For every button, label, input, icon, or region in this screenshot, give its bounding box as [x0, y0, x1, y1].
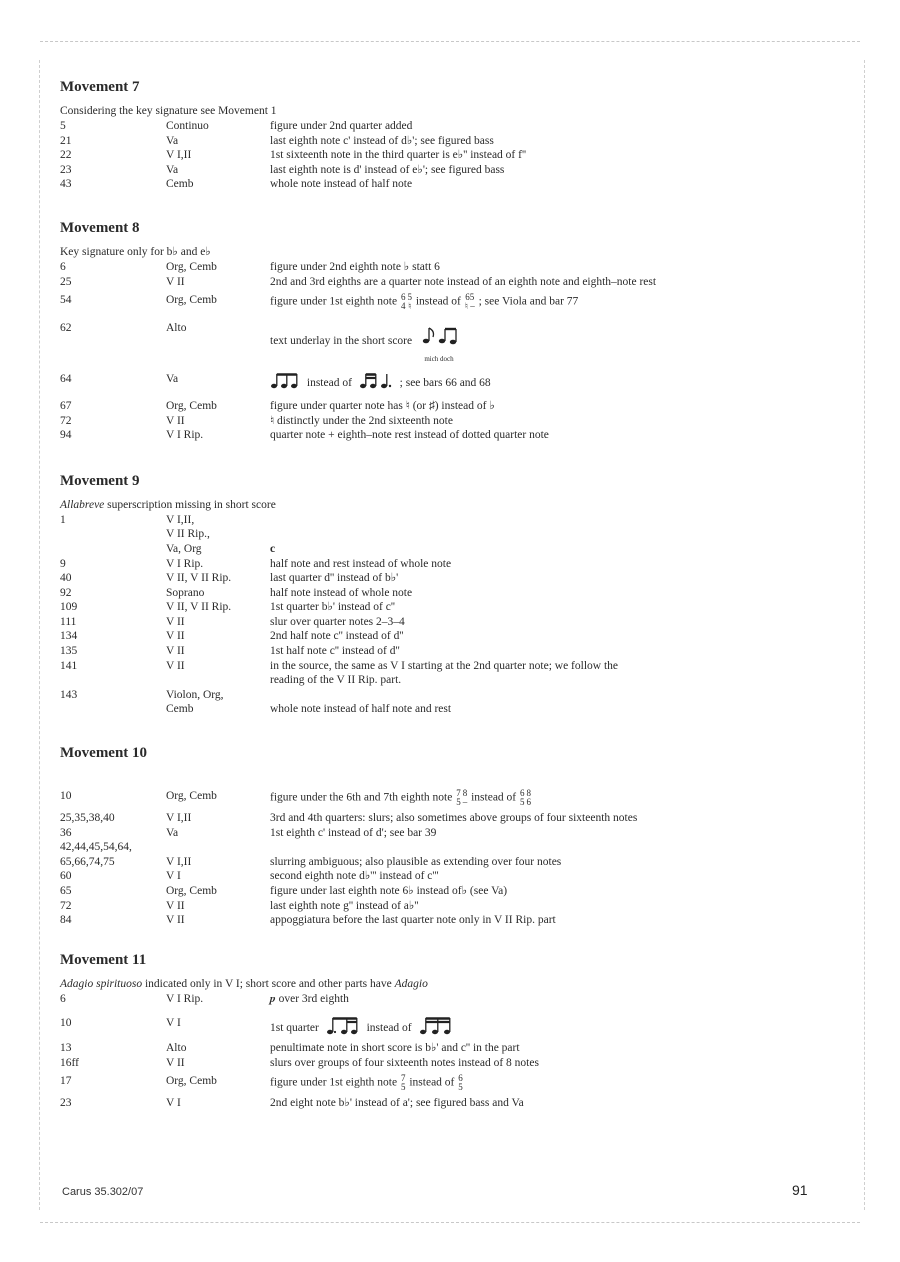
report-row	[60, 1056, 840, 1071]
bar-number: 40	[60, 572, 72, 585]
bar-number: 42,44,45,54,64,	[60, 841, 132, 854]
report-row	[60, 659, 840, 688]
remark: quarter note + eighth–note rest instead of dotted quarter note	[270, 429, 549, 442]
bar-number: 64	[60, 373, 72, 386]
remark	[270, 293, 840, 311]
remark	[270, 372, 840, 395]
bar-number: 62	[60, 322, 72, 335]
figure-top: 8	[462, 788, 468, 799]
figure-bottom: 5	[456, 797, 461, 808]
bar-number: 109	[60, 601, 78, 614]
part-line: Violon, Org,	[166, 688, 224, 701]
remark: 1st eighth c' instead of d'; see bar 39	[270, 826, 437, 839]
tempo-marking: Adagio	[394, 977, 428, 990]
part-name: Cemb	[166, 178, 194, 191]
movement-9	[60, 470, 840, 717]
remark: last quarter d'' instead of b♭'	[270, 572, 399, 585]
report-row	[60, 899, 840, 914]
figure-bottom: ♮	[408, 301, 412, 312]
bar-number: 10	[60, 1017, 72, 1030]
report-row	[60, 177, 840, 192]
remark-text: instead of	[366, 1022, 412, 1035]
part-name: V I,II	[166, 855, 192, 868]
figure-bottom: 4	[400, 301, 406, 312]
part-name: V I	[166, 870, 181, 883]
eighth-notes-icon	[419, 325, 459, 347]
remark: 1st sixteenth note in the third quarter is e♭'' instead of f''	[270, 149, 527, 162]
bar-number: 13	[60, 1041, 72, 1054]
remark: penultimate note in short score is b♭' and c'' in the part	[270, 1041, 520, 1054]
top-rule	[40, 41, 860, 42]
part-name: V II	[166, 899, 185, 912]
movement-title: Movement 7	[60, 79, 140, 95]
remark-text: text underlay in the short score	[270, 335, 413, 348]
part-line: V I,II,	[166, 513, 195, 526]
report-row	[60, 557, 840, 572]
report-row	[60, 428, 840, 443]
bar-number: 10	[60, 790, 72, 803]
remark-text: instead of	[415, 295, 461, 308]
remark-text: instead of	[306, 377, 352, 390]
part-name: V II	[166, 414, 185, 427]
figure-symbol	[401, 293, 406, 311]
report-row	[60, 134, 840, 149]
report-row	[60, 571, 840, 586]
part-name: V I Rip.	[166, 992, 204, 1005]
remark	[270, 789, 840, 807]
figure-symbol	[458, 1074, 463, 1092]
remark	[270, 688, 840, 717]
bar-number: 43	[60, 178, 72, 191]
remark: last eighth note c' instead of d♭'; see figured bass	[270, 134, 494, 147]
bar-number: 16ff	[60, 1056, 79, 1069]
critical-report	[60, 76, 840, 1111]
bar-number: 92	[60, 586, 72, 599]
report-row	[60, 586, 840, 601]
report-row	[60, 275, 840, 290]
figure-bottom: ♮ –	[464, 301, 475, 312]
part-name: V I	[166, 1097, 181, 1110]
part-name: V II	[166, 659, 185, 672]
report-row	[60, 163, 840, 178]
figure-top: 7	[400, 1073, 406, 1084]
part-name: V II	[166, 645, 185, 658]
part-line: Cemb	[166, 703, 194, 716]
report-row	[60, 840, 840, 855]
report-row	[60, 811, 840, 826]
remark: figure under last eighth note 6♭ instead of♭ (see Va)	[270, 885, 508, 897]
remark-text: figure under 1st eighth note	[270, 1076, 398, 1089]
remark: second eighth note d♭''' instead of c'''	[270, 870, 439, 883]
part-name: Continuo	[166, 120, 209, 132]
figure-bottom: 5	[520, 797, 525, 808]
movement-title: Movement 9	[60, 472, 140, 489]
music-notation-snippet	[419, 325, 459, 366]
part-name: V II	[166, 630, 185, 643]
bar-number: 23	[60, 163, 72, 176]
figure-bottom: 6	[526, 797, 532, 808]
bar-number: 6	[60, 992, 66, 1005]
bar-number: 5	[60, 120, 66, 132]
remark-text: instead of	[471, 791, 517, 804]
part-name	[166, 688, 270, 717]
report-row	[60, 644, 840, 659]
remark-text: 1st quarter	[270, 1022, 319, 1035]
bottom-rule	[40, 1222, 860, 1223]
report-row	[60, 368, 840, 399]
note-text: superscription missing in short score	[104, 498, 276, 511]
part-name: V I,II	[166, 149, 192, 162]
bar-number: 72	[60, 414, 72, 427]
movement-title: Movement 11	[60, 951, 147, 968]
bar-number: 84	[60, 914, 72, 927]
bar-number: 25,35,38,40	[60, 812, 115, 825]
part-name: Org, Cemb	[166, 790, 217, 803]
report-row	[60, 148, 840, 163]
report-row	[60, 1006, 840, 1041]
report-row	[60, 399, 840, 414]
part-name: V II	[166, 914, 185, 927]
remark: appoggiatura before the last quarter note only in V II Rip. part	[270, 914, 556, 927]
remark: last eighth note is d' instead of e♭'; see figured bass	[270, 163, 505, 176]
remark	[270, 513, 840, 557]
figure-top: 6	[520, 788, 525, 799]
movement-note: Key signature only for b♭ and e♭	[60, 245, 211, 258]
figure-bottom: 5	[458, 1082, 463, 1093]
music-notation-snippet	[419, 1016, 453, 1041]
part-line: V II Rip.,	[166, 528, 210, 541]
remark: ♮ distinctly under the 2nd sixteenth note	[270, 414, 453, 427]
report-row	[60, 260, 840, 275]
report-row	[60, 289, 840, 315]
figure-symbol	[401, 1074, 406, 1092]
part-name: Org, Cemb	[166, 1075, 217, 1088]
tempo-marking: Allabreve	[60, 498, 105, 511]
figure-bottom: –	[462, 797, 468, 808]
remark: 3rd and 4th quarters: slurs; also sometimes above groups of four sixteenth notes	[270, 812, 638, 825]
report-row	[60, 629, 840, 644]
figure-symbol	[465, 293, 475, 311]
part-line: Va, Org	[166, 542, 202, 555]
left-rule	[39, 60, 40, 1210]
report-row	[60, 119, 840, 134]
catalog-number: Carus 35.302/07	[62, 1186, 144, 1198]
movement-8	[60, 217, 840, 443]
bar-number: 60	[60, 870, 72, 883]
report-row	[60, 315, 840, 368]
report-rows	[60, 787, 840, 928]
remark	[270, 840, 840, 855]
remark-line: in the source, the same as V I starting at the 2nd quarter note; we follow the	[270, 659, 618, 672]
remark: last eighth note g'' instead of a♭''	[270, 899, 419, 912]
music-notation-snippet	[270, 372, 300, 395]
report-row	[60, 1096, 840, 1111]
remark: 2nd eight note b♭' instead of a'; see figured bass and Va	[270, 1097, 524, 1110]
part-name: V II, V II Rip.	[166, 601, 232, 614]
remark-text: figure under 1st eighth note	[270, 295, 398, 308]
movement-note: Considering the key signature see Movement 1	[60, 105, 277, 117]
remark	[270, 659, 840, 688]
movement-title: Movement 10	[60, 745, 148, 762]
figure-symbol	[407, 293, 412, 311]
figure-top: 8	[526, 788, 532, 799]
right-rule	[864, 60, 865, 1210]
remark-text: ; see Viola and bar 77	[478, 295, 579, 308]
page-number: 91	[792, 1182, 808, 1198]
remark	[270, 1016, 840, 1041]
underlay-text: mich doch	[424, 354, 454, 363]
part-name: V I,II	[166, 812, 192, 825]
music-notation-snippet	[326, 1016, 360, 1041]
part-name: V II	[166, 275, 185, 288]
part-name: Alto	[166, 1041, 187, 1054]
bar-number: 22	[60, 149, 72, 162]
bar-number: 23	[60, 1097, 72, 1110]
remark: whole note instead of half note	[270, 178, 413, 191]
part-name: Org, Cemb	[166, 294, 217, 307]
part-name: V I Rip.	[166, 429, 204, 442]
movement-10	[60, 742, 840, 928]
bar-number: 67	[60, 399, 72, 412]
remark	[270, 321, 840, 362]
bar-number: 111	[60, 615, 77, 628]
figure-symbol	[520, 789, 525, 807]
report-row	[60, 869, 840, 884]
report-row	[60, 913, 840, 928]
movement-note	[60, 498, 840, 512]
part-name: V II	[166, 615, 185, 628]
report-rows	[60, 513, 840, 717]
bar-number: 141	[60, 659, 78, 672]
report-rows	[60, 260, 840, 443]
report-row	[60, 600, 840, 615]
report-row	[60, 414, 840, 429]
remark-text: instead of	[409, 1076, 455, 1089]
remark: figure under 2nd quarter added	[270, 120, 413, 132]
figure-top: 6	[400, 292, 406, 303]
remark: 𝆏 over 3rd eighth	[270, 992, 349, 1005]
report-row	[60, 826, 840, 841]
movement-note	[60, 977, 840, 991]
part-name: Va	[166, 373, 179, 386]
remark: slurs over groups of four sixteenth notes instead of 8 notes	[270, 1056, 539, 1069]
remark: 1st half note c'' instead of d''	[270, 645, 400, 658]
remark-text: whole note instead of half note and rest	[270, 703, 452, 716]
music-notation-snippet	[359, 372, 393, 395]
bar-number: 135	[60, 645, 78, 658]
remark: figure under 2nd eighth note ♭ statt 6	[270, 260, 440, 273]
bar-number: 1	[60, 513, 66, 526]
dotted-sixteenth-group-icon	[326, 1016, 360, 1036]
bar-number: 36	[60, 826, 72, 839]
part-name: V II, V II Rip.	[166, 572, 232, 585]
part-name: Alto	[166, 322, 187, 335]
part-name	[166, 513, 270, 557]
movement-11	[60, 949, 840, 1111]
part-name: V I Rip.	[166, 557, 204, 570]
remark: 2nd and 3rd eighths are a quarter note instead of an eighth note and eighth–note rest	[270, 275, 657, 288]
remark: half note and rest instead of whole note	[270, 557, 452, 570]
remark: slurring ambiguous; also plausible as extending over four notes	[270, 855, 562, 868]
report-row	[60, 1070, 840, 1096]
report-rows	[60, 992, 840, 1111]
bar-number: 94	[60, 429, 72, 442]
report-row	[60, 855, 840, 870]
beamed-sixteenth-group-icon	[419, 1016, 453, 1036]
bar-number: 72	[60, 899, 72, 912]
report-row	[60, 513, 840, 557]
part-name	[166, 840, 270, 855]
figure-top: 5	[407, 292, 412, 303]
part-name: Org, Cemb	[166, 260, 217, 273]
bar-number: 21	[60, 134, 72, 147]
report-rows	[60, 119, 840, 192]
figure-top: 65	[465, 292, 475, 303]
figure-top: 6	[458, 1073, 463, 1084]
remark-text: figure under the 6th and 7th eighth note	[270, 791, 453, 804]
figure-top: 7	[456, 788, 461, 799]
bar-number: 25	[60, 275, 72, 288]
note-text: indicated only in V I; short score and other parts have	[142, 977, 395, 990]
part-name: Va	[166, 826, 179, 839]
report-row	[60, 688, 840, 717]
bar-number: 9	[60, 557, 66, 570]
dotted-beamed-notes-icon	[359, 372, 393, 390]
bar-number: 65,66,74,75	[60, 855, 115, 868]
report-row	[60, 787, 840, 811]
figure-symbol	[463, 789, 468, 807]
bar-number: 134	[60, 630, 78, 643]
part-name: Va	[166, 163, 179, 176]
part-name: Org, Cemb	[166, 399, 217, 412]
remark-text: ; see bars 66 and 68	[399, 377, 491, 390]
report-row	[60, 884, 840, 899]
three-beamed-notes-icon	[270, 372, 300, 390]
remark-line: reading of the V II Rip. part.	[270, 674, 402, 687]
report-row	[60, 1041, 840, 1056]
remark	[270, 1074, 840, 1092]
time-signature: c	[270, 542, 276, 555]
tempo-marking: Adagio spirituoso	[60, 977, 143, 990]
remark: 1st quarter b♭' instead of c''	[270, 601, 396, 614]
part-name: V II	[166, 1056, 185, 1069]
bar-number: 54	[60, 294, 72, 307]
part-name: V I	[166, 1017, 181, 1030]
bar-number: 143	[60, 688, 78, 701]
part-name: Soprano	[166, 586, 205, 599]
figure-symbol	[456, 789, 461, 807]
remark: slur over quarter notes 2–3–4	[270, 615, 405, 628]
remark: 2nd half note c'' instead of d''	[270, 630, 404, 643]
bar-number: 17	[60, 1075, 72, 1088]
part-name: Org, Cemb	[166, 885, 217, 897]
report-row	[60, 615, 840, 630]
part-name: Va	[166, 134, 179, 147]
remark: figure under quarter note has ♮ (or ♯) instead of ♭	[270, 399, 495, 412]
remark: half note instead of whole note	[270, 586, 413, 599]
figure-bottom: 5	[400, 1082, 406, 1093]
report-row	[60, 992, 840, 1007]
bar-number: 6	[60, 260, 66, 273]
figure-symbol	[527, 789, 532, 807]
bar-number: 65	[60, 885, 72, 897]
movement-title: Movement 8	[60, 219, 140, 236]
movement-7	[60, 76, 840, 192]
